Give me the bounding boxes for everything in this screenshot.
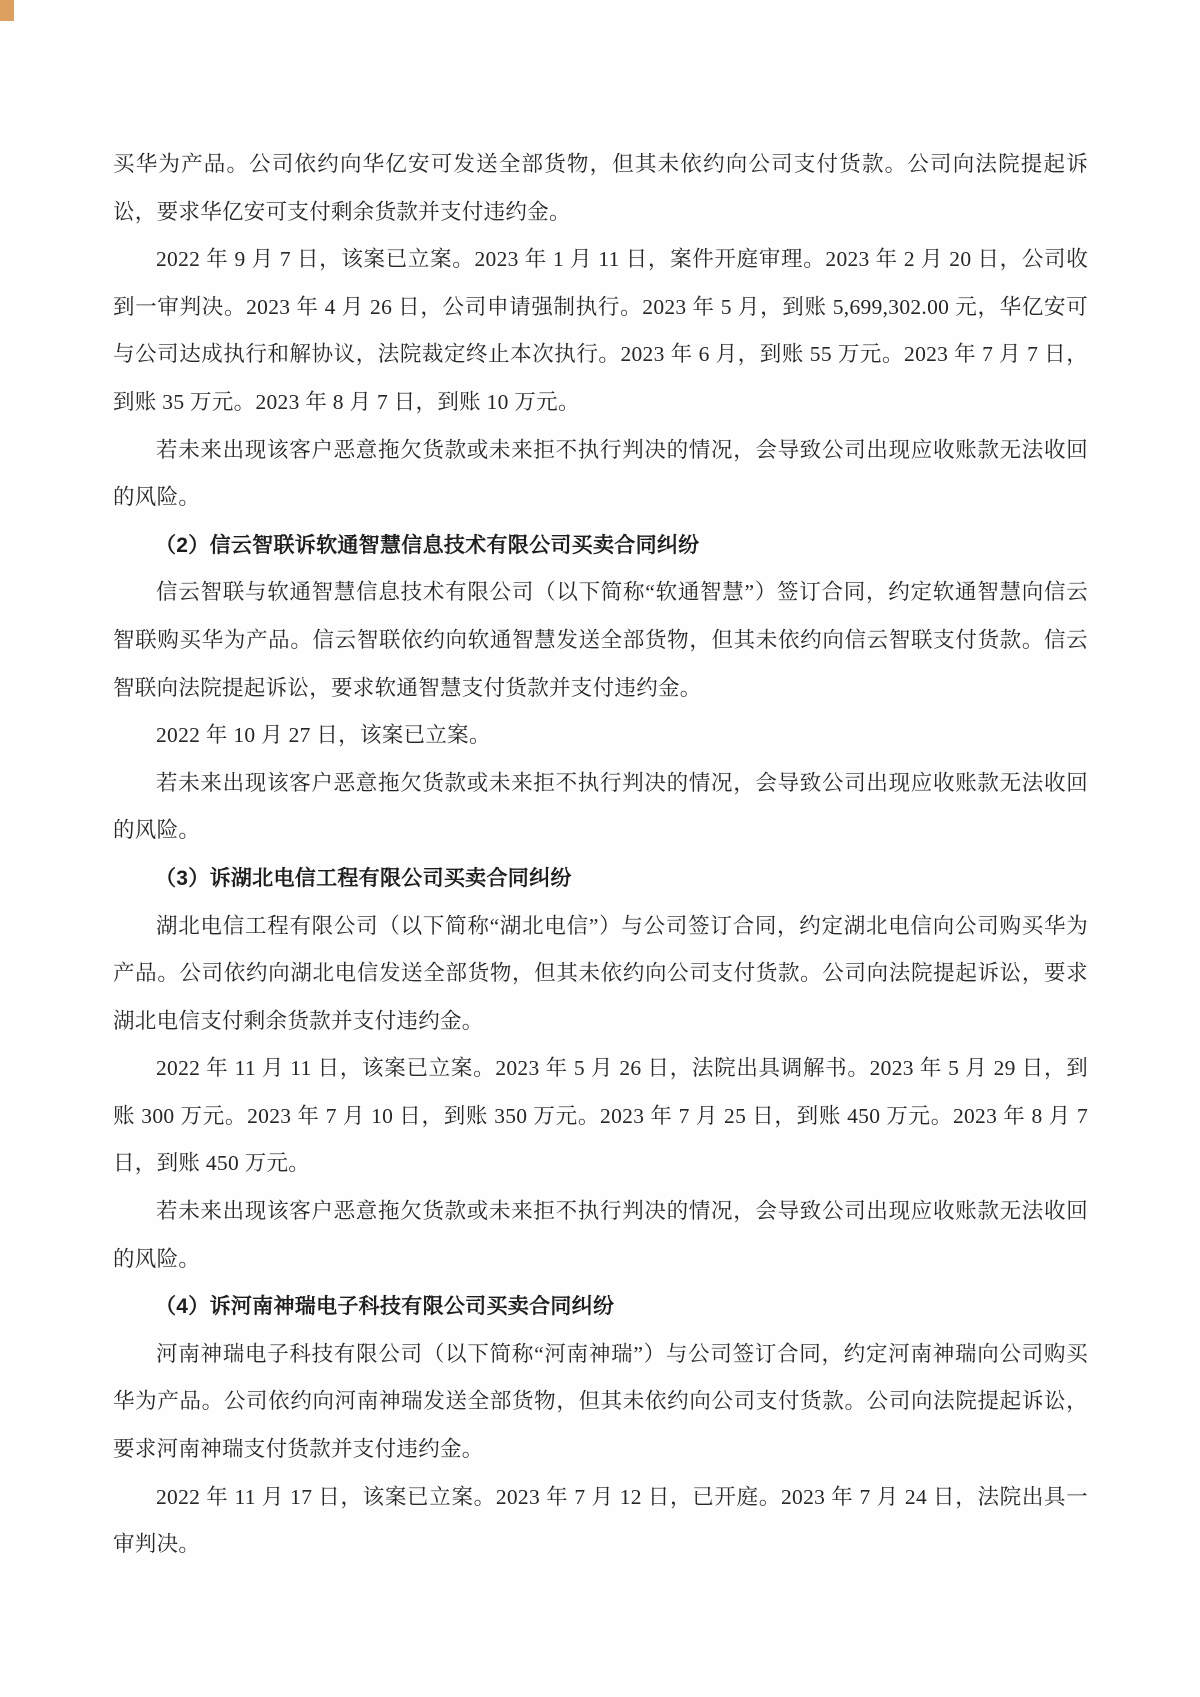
paragraph: 河南神瑞电子科技有限公司（以下简称“河南神瑞”）与公司签订合同，约定河南神瑞向公司购买华为产品。公司依约向河南神瑞发送全部货物，但其未依约向公司支付货款。公司向法院提起诉讼，要求河南神瑞支付货款并支付违约金。 xyxy=(113,1341,1088,1462)
section-heading: （4）诉河南神瑞电子科技有限公司买卖合同纠纷 xyxy=(155,1295,615,1319)
document-body xyxy=(113,141,1088,1569)
paragraph: 2022 年 11 月 17 日，该案已立案。2023 年 7 月 12 日，已开庭。2023 年 7 月 24 日，法院出具一审判决。 xyxy=(113,1484,1088,1557)
paragraph: 买华为产品。公司依约向华亿安可发送全部货物，但其未依约向公司支付货款。公司向法院提起诉讼，要求华亿安可支付剩余货款并支付违约金。 xyxy=(113,152,1088,224)
paragraph: 2022 年 11 月 11 日，该案已立案。2023 年 5 月 26 日，法院出具调解书。2023 年 5 月 29 日，到账 300 万元。2023 年 7 月 10 日，到账 350 万元。2023 年 7 月 25 日，到账 450 万元。2023 年 8 月 7 日，到账 450 万元。 xyxy=(113,1056,1088,1176)
paragraph: 2022 年 10 月 27 日，该案已立案。 xyxy=(156,723,491,748)
section-heading: （2）信云智联诉软通智慧信息技术有限公司买卖合同纠纷 xyxy=(155,533,700,557)
paragraph: 信云智联与软通智慧信息技术有限公司（以下简称“软通智慧”）签订合同，约定软通智慧向信云智联购买华为产品。信云智联依约向软通智慧发送全部货物，但其未依约向信云智联支付货款。信云智联向法院提起诉讼，要求软通智慧支付货款并支付违约金。 xyxy=(113,580,1088,700)
paragraph: 湖北电信工程有限公司（以下简称“湖北电信”）与公司签订合同，约定湖北电信向公司购买华为产品。公司依约向湖北电信发送全部货物，但其未依约向公司支付货款。公司向法院提起诉讼，要求湖北电信支付剩余货款并支付违约金。 xyxy=(113,913,1088,1033)
paragraph: 2022 年 9 月 7 日，该案已立案。2023 年 1 月 11 日，案件开庭审理。2023 年 2 月 20 日，公司收到一审判决。2023 年 4 月 26 日，公司申请强制执行。2023 年 5 月，到账 5,699,302.00 元，华亿安可与公司达成执行和解协议，法院裁定终止本次执行。2023 年 6 月，到账 55 万元。2023 年 7 月 7 日，到账 35 万元。2023 年 8 月 7 日，到账 10 万元。 xyxy=(113,247,1088,414)
paragraph: 若未来出现该客户恶意拖欠货款或未来拒不执行判决的情况，会导致公司出现应收账款无法收回的风险。 xyxy=(113,437,1088,510)
section-heading: （3）诉湖北电信工程有限公司买卖合同纠纷 xyxy=(155,866,572,890)
paragraph: 若未来出现该客户恶意拖欠货款或未来拒不执行判决的情况，会导致公司出现应收账款无法收回的风险。 xyxy=(113,1199,1088,1271)
scan-corner-artifact xyxy=(0,0,14,21)
paragraph: 若未来出现该客户恶意拖欠货款或未来拒不执行判决的情况，会导致公司出现应收账款无法收回的风险。 xyxy=(113,770,1088,843)
